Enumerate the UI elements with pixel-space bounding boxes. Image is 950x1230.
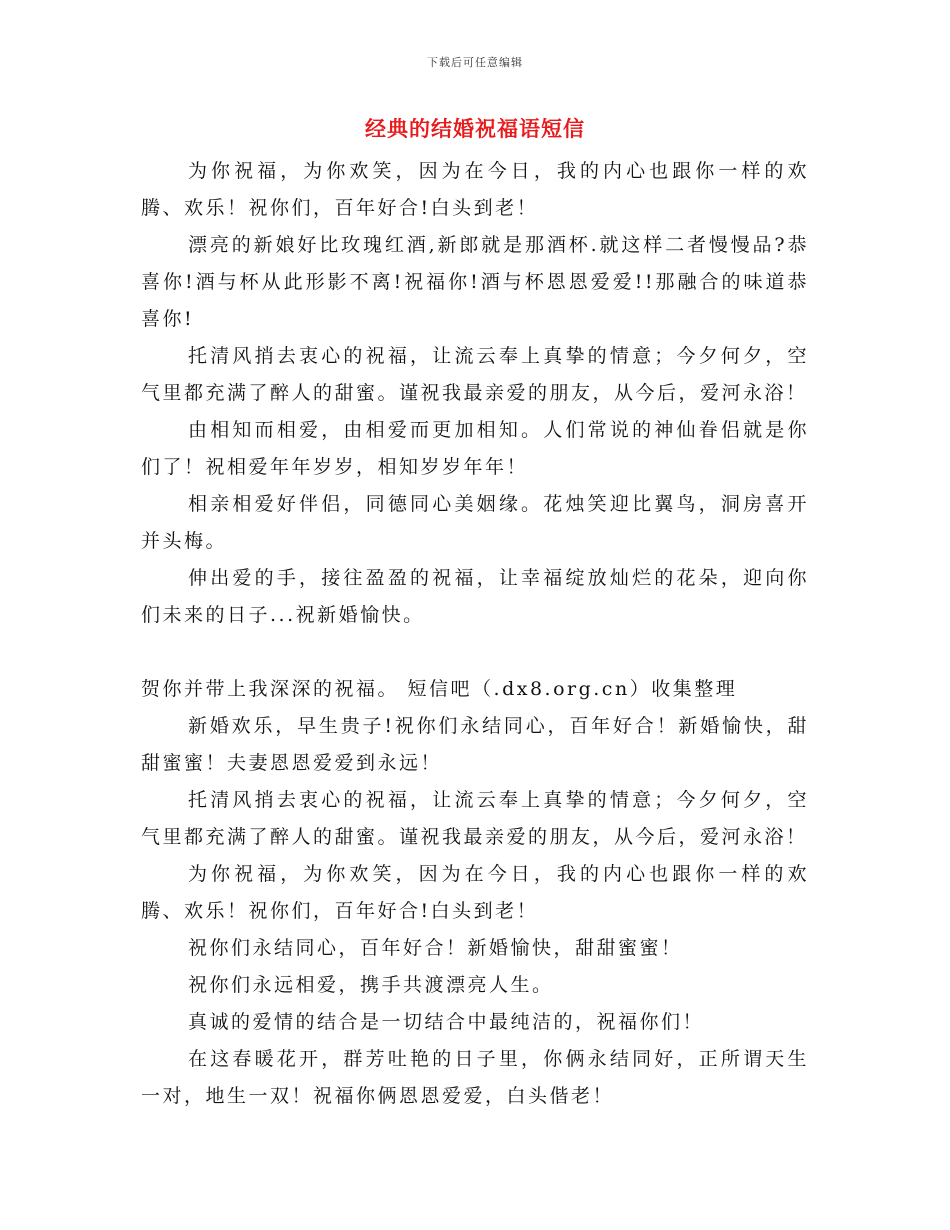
paragraph: 伸出爱的手，接往盈盈的祝福，让幸福绽放灿烂的花朵，迎向你们未来的日子...祝新婚愉快。 (141, 567, 809, 626)
paragraph: 托清风捎去衷心的祝福，让流云奉上真挚的情意；今夕何夕，空气里都充满了醉人的甜蜜。谨祝我最亲爱的朋友，从今后，爱河永浴！ (141, 789, 809, 848)
source-line: 贺你并带上我深深的祝福。 短信吧（.dx8.org.cn）收集整理 (141, 678, 738, 700)
paragraph: 相亲相爱好伴侣，同德同心美姻缘。花烛笑迎比翼鸟，洞房喜开并头梅。 (141, 493, 809, 552)
paragraph: 漂亮的新娘好比玫瑰红酒,新郎就是那酒杯.就这样二者慢慢品?恭喜你!酒与杯从此形影不离!祝福你!酒与杯恩恩爱爱!!那融合的味道恭喜你! (141, 234, 809, 330)
page-title: 经典的结婚祝福语短信 (365, 116, 585, 141)
document-body (141, 153, 809, 1115)
paragraph: 托清风捎去衷心的祝福，让流云奉上真挚的情意；今夕何夕，空气里都充满了醉人的甜蜜。谨祝我最亲爱的朋友，从今后，爱河永浴！ (141, 345, 809, 404)
paragraph: 在这春暖花开，群芳吐艳的日子里，你俩永结同好，正所谓天生一对，地生一双！祝福你俩恩恩爱爱，白头偕老！ (141, 1048, 809, 1107)
paragraph: 真诚的爱情的结合是一切结合中最纯洁的，祝福你们！ (188, 1011, 705, 1033)
paragraph: 由相知而相爱，由相爱而更加相知。人们常说的神仙眷侣就是你们了！祝相爱年年岁岁，相知岁岁年年！ (141, 419, 809, 478)
paragraph: 祝你们永远相爱，携手共渡漂亮人生。 (188, 974, 554, 996)
paragraph: 祝你们永结同心，百年好合！新婚愉快，甜甜蜜蜜！ (188, 937, 683, 959)
paragraph: 新婚欢乐，早生贵子!祝你们永结同心，百年好合！新婚愉快，甜甜蜜蜜！夫妻恩恩爱爱到永远！ (141, 715, 809, 774)
paragraph: 为你祝福，为你欢笑，因为在今日，我的内心也跟你一样的欢腾、欢乐！祝你们，百年好合!白头到老！ (141, 863, 809, 922)
blank-line (141, 634, 809, 671)
paragraph: 为你祝福，为你欢笑，因为在今日，我的内心也跟你一样的欢腾、欢乐！祝你们，百年好合!白头到老！ (141, 160, 809, 219)
header-note: 下载后可任意编辑 (427, 56, 523, 69)
